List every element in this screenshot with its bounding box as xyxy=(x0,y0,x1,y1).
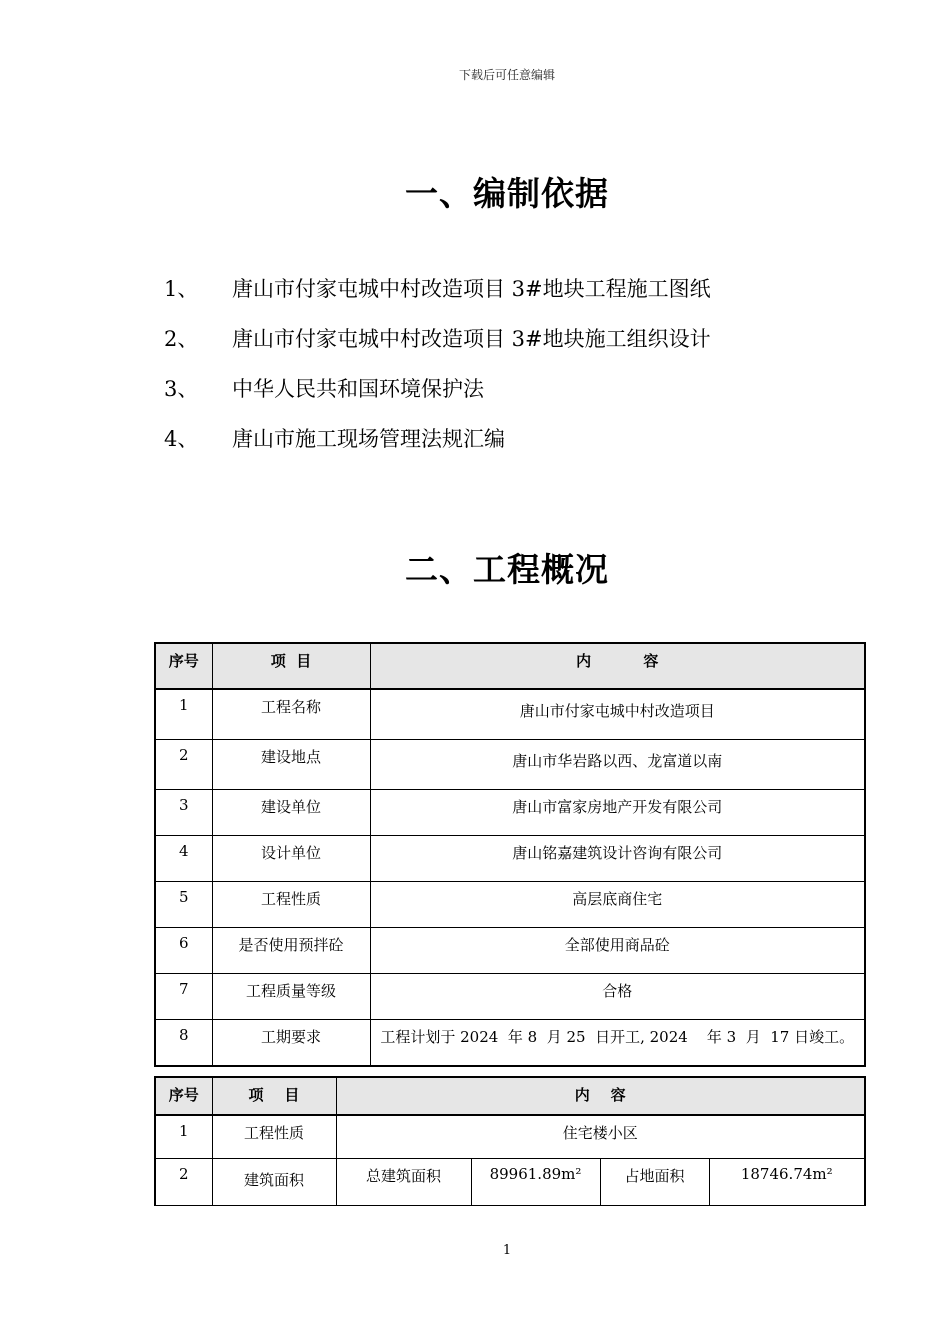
cell-content: 唐山市富家房地产开发有限公司 xyxy=(370,790,865,836)
table-row xyxy=(155,974,865,1020)
cell-content: 住宅楼小区 xyxy=(336,1115,865,1159)
list-item-text: 唐山市付家屯城中村改造项目 3#地块工程施工图纸 xyxy=(232,277,711,301)
table-row xyxy=(155,882,865,928)
cell-no: 3 xyxy=(155,790,212,836)
cell-no: 1 xyxy=(155,1115,212,1159)
cell-total-area-value: 89961.89m² xyxy=(471,1159,600,1206)
cell-land-area-value: 18746.74m² xyxy=(709,1159,865,1206)
table-row xyxy=(155,689,865,740)
list-item-text: 唐山市付家屯城中村改造项目 3#地块施工组织设计 xyxy=(232,327,711,351)
column-header-content: 内 容 xyxy=(336,1077,865,1115)
cell-item: 工程质量等级 xyxy=(212,974,370,1020)
cell-no: 4 xyxy=(155,836,212,882)
cell-item: 建设单位 xyxy=(212,790,370,836)
cell-content: 工程计划于 2024 年 8 月 25 日开工, 2024 年 3 月 17 日竣工。 xyxy=(370,1020,865,1067)
column-header-item: 项 目 xyxy=(212,1077,336,1115)
list-item xyxy=(164,272,711,322)
section-title-basis: 一、编制依据 xyxy=(405,174,609,213)
list-item-text: 唐山市施工现场管理法规汇编 xyxy=(232,427,505,451)
table-row xyxy=(155,790,865,836)
table-header-row xyxy=(155,643,865,689)
cell-content: 唐山市华岩路以西、龙富道以南 xyxy=(370,740,865,790)
list-item-text: 中华人民共和国环境保护法 xyxy=(232,377,484,401)
cell-item: 建筑面积 xyxy=(212,1159,336,1206)
cell-no: 6 xyxy=(155,928,212,974)
list-item xyxy=(164,372,711,422)
table-row xyxy=(155,1115,865,1159)
basis-list xyxy=(164,272,711,472)
table-row xyxy=(155,1020,865,1067)
header-note: 下载后可任意编辑 xyxy=(458,68,555,82)
cell-content: 唐山铭嘉建筑设计咨询有限公司 xyxy=(370,836,865,882)
section-title-overview: 二、工程概况 xyxy=(405,550,609,589)
project-overview-table xyxy=(154,642,866,1067)
page-number: 1 xyxy=(502,1243,512,1258)
cell-no: 8 xyxy=(155,1020,212,1067)
table-row xyxy=(155,928,865,974)
cell-content: 合格 xyxy=(370,974,865,1020)
list-item-number: 3、 xyxy=(164,377,199,401)
cell-item: 工程性质 xyxy=(212,882,370,928)
cell-total-area-label: 总建筑面积 xyxy=(336,1159,471,1206)
cell-item: 工程名称 xyxy=(212,689,370,740)
column-header-no: 序号 xyxy=(155,1077,212,1115)
table-row xyxy=(155,1159,865,1206)
cell-land-area-label: 占地面积 xyxy=(600,1159,709,1206)
table-row xyxy=(155,740,865,790)
table-row xyxy=(155,836,865,882)
column-header-no: 序号 xyxy=(155,643,212,689)
cell-no: 2 xyxy=(155,1159,212,1206)
cell-content: 唐山市付家屯城中村改造项目 xyxy=(370,689,865,740)
list-item xyxy=(164,322,711,372)
building-info-table xyxy=(154,1076,866,1206)
cell-item: 是否使用预拌砼 xyxy=(212,928,370,974)
table-header-row xyxy=(155,1077,865,1115)
column-header-item: 项 目 xyxy=(212,643,370,689)
cell-content: 全部使用商品砼 xyxy=(370,928,865,974)
list-item-number: 4、 xyxy=(164,427,199,451)
cell-no: 1 xyxy=(155,689,212,740)
cell-item: 工期要求 xyxy=(212,1020,370,1067)
list-item-number: 2、 xyxy=(164,327,199,351)
cell-no: 2 xyxy=(155,740,212,790)
cell-content: 高层底商住宅 xyxy=(370,882,865,928)
cell-item: 设计单位 xyxy=(212,836,370,882)
cell-no: 5 xyxy=(155,882,212,928)
cell-no: 7 xyxy=(155,974,212,1020)
column-header-content: 内 容 xyxy=(370,643,865,689)
list-item-number: 1、 xyxy=(164,277,199,301)
list-item xyxy=(164,422,711,472)
cell-item: 建设地点 xyxy=(212,740,370,790)
cell-item: 工程性质 xyxy=(212,1115,336,1159)
